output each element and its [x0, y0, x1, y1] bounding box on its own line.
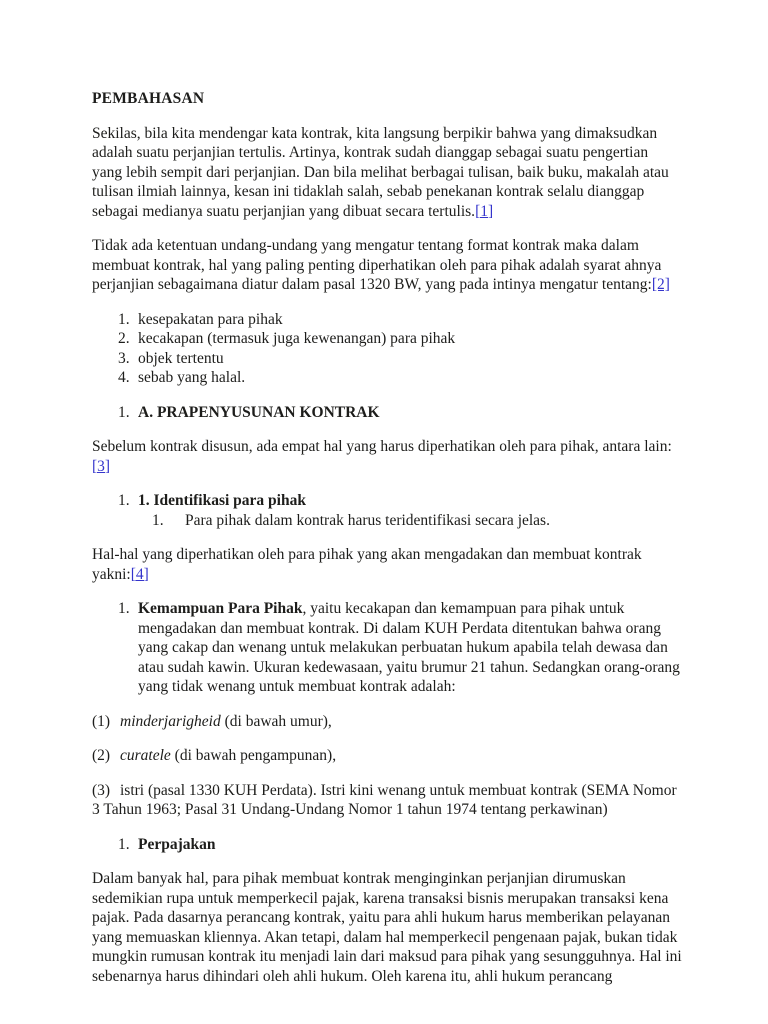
kemampuan-lead: Kemampuan Para Pihak — [138, 600, 303, 617]
footnote-link-4[interactable]: [4] — [130, 565, 149, 583]
section-title — [138, 403, 682, 423]
list-item-text: objek tertentu — [138, 349, 224, 367]
list-item-identifikasi — [118, 491, 682, 511]
identifikasi-block — [92, 491, 682, 530]
list-item — [118, 310, 682, 330]
paragraph-syarat — [92, 236, 682, 295]
list-item-text: sebab yang halal. — [138, 369, 246, 386]
item-marker: (1) — [92, 712, 111, 730]
list-marker: 1. — [118, 310, 130, 328]
section-heading-perpajakan — [118, 835, 682, 855]
exception-item-2 — [92, 746, 682, 766]
paragraph-pajak: Dalam banyak hal, para pihak membuat kontrak menginginkan perjanjian dirumuskan sedemikian rupa untuk memperkecil pajak, karena transaksi bisnis merupakan transaksi kena pajak. Pada dasarnya perancang kontrak, yaitu para ahli hukum harus memberikan pelayanan yang memuaskan kliennya. Akan tetapi, dalam hal memperkecil pengenaan pajak, bukan tidak mungkin rumusan kontrak itu menjadi lain dari maksud para pihak yang sesungguhnya. Hal ini sebenarnya harus dihindari oleh ahli hukum. Oleh karena itu, ahli hukum perancang — [92, 870, 682, 985]
paragraph-intro-text: Sekilas, bila kita mendengar kata kontrak, kita langsung berpikir bahwa yang dimaksudkan adalah suatu perjanjian tertulis. Artinya, kontrak sudah dianggap sebagai suatu pengertian yang lebih sempit dari perjanjian. Dan bila melihat berbagai tulisan, baik buku, makalah atau tulisan ilmiah lainnya, kesan ini tidaklah salah, sebab penekanan kontrak selalu dianggap sebagai medianya suatu perjanjian yang dibuat secara tertulis. — [92, 124, 669, 220]
footnote-link-2[interactable]: [2] — [651, 276, 670, 293]
paragraph-intro — [92, 124, 682, 222]
exception-item-3 — [92, 781, 682, 820]
list-marker: 1. — [118, 600, 130, 617]
list-item-text: kesepakatan para pihak — [138, 310, 283, 328]
paragraph-syarat-text: Tidak ada ketentuan undang-undang yang mengatur tentang format kontrak maka dalam membuat kontrak, hal yang paling penting diperhatikan oleh para pihak adalah syarat ahnya perjanjian sebagaimana diatur dalam pasal 1320 BW, yang pada intinya mengatur tentang: — [92, 237, 662, 293]
list-item — [118, 349, 682, 369]
section-title-text: A. PRAPENYUSUNAN KONTRAK — [138, 403, 380, 421]
kemampuan-text: , yaitu kecakapan dan kemampuan para pihak untuk mengadakan dan membuat kontrak. Di dalam KUH Perdata ditentukan bahwa orang yang cakap dan wenang untuk melakukan perbuatan hukum apabila telah dewasa dan atau sudah kawin. Ukuran kedewasaan, yaitu brumur 21 tahun. Sedangkan orang-orang yang tidak wenang untuk membuat kontrak adalah: — [138, 600, 680, 695]
list-item — [118, 368, 682, 388]
exception-term: curatele — [120, 747, 171, 764]
identifikasi-sub-text: Para pihak dalam kontrak harus teridentifikasi secara jelas. — [185, 511, 550, 529]
exception-rest: (di bawah pengampunan), — [170, 747, 337, 764]
footnote-link-1[interactable]: [1] — [475, 202, 494, 220]
list-item-identifikasi-sub — [152, 511, 682, 531]
perpajakan-title-text: Perpajakan — [138, 835, 216, 853]
paragraph-halhal-text: Hal-hal yang diperhatikan oleh para pihak yang akan mengadakan dan membuat kontrak yakni: — [92, 546, 642, 583]
identifikasi-title-text: 1. Identifikasi para pihak — [138, 492, 306, 509]
exception-item-1 — [92, 712, 682, 732]
page-title: PEMBAHASAN — [92, 90, 205, 107]
perpajakan-title — [138, 835, 682, 855]
list-item — [118, 329, 682, 349]
item-marker: (3) — [92, 781, 111, 799]
syarat-list — [92, 310, 682, 388]
exception-rest: istri (pasal 1330 KUH Perdata). Istri kini wenang untuk membuat kontrak (SEMA Nomor 3 Tahun 1963; Pasal 31 Undang-Undang Nomor 1 tahun 1974 tentang perkawinan) — [92, 781, 677, 818]
section-heading-prapenyusunan — [118, 403, 682, 423]
list-marker: 4. — [118, 369, 130, 386]
list-marker: 2. — [118, 330, 130, 347]
paragraph-halhal — [92, 545, 682, 584]
list-marker: 1. — [152, 511, 164, 529]
list-marker: 1. — [118, 835, 130, 853]
list-marker: 3. — [118, 349, 130, 367]
kemampuan-text-wrap — [138, 599, 682, 697]
paragraph-sebelum-text: Sebelum kontrak disusun, ada empat hal yang harus diperhatikan oleh para pihak, antara lain: — [92, 438, 672, 455]
list-item-kemampuan — [118, 599, 682, 697]
paragraph-sebelum — [92, 437, 682, 476]
list-marker: 1. — [118, 403, 130, 421]
item-marker: (2) — [92, 747, 111, 764]
identifikasi-title — [138, 491, 682, 511]
list-marker: 1. — [118, 492, 130, 509]
footnote-link-3[interactable]: [3] — [92, 457, 111, 475]
list-item-text: kecakapan (termasuk juga kewenangan) para pihak — [138, 330, 456, 347]
exception-rest: (di bawah umur), — [220, 712, 332, 730]
exception-term: minderjarigheid — [120, 712, 221, 730]
